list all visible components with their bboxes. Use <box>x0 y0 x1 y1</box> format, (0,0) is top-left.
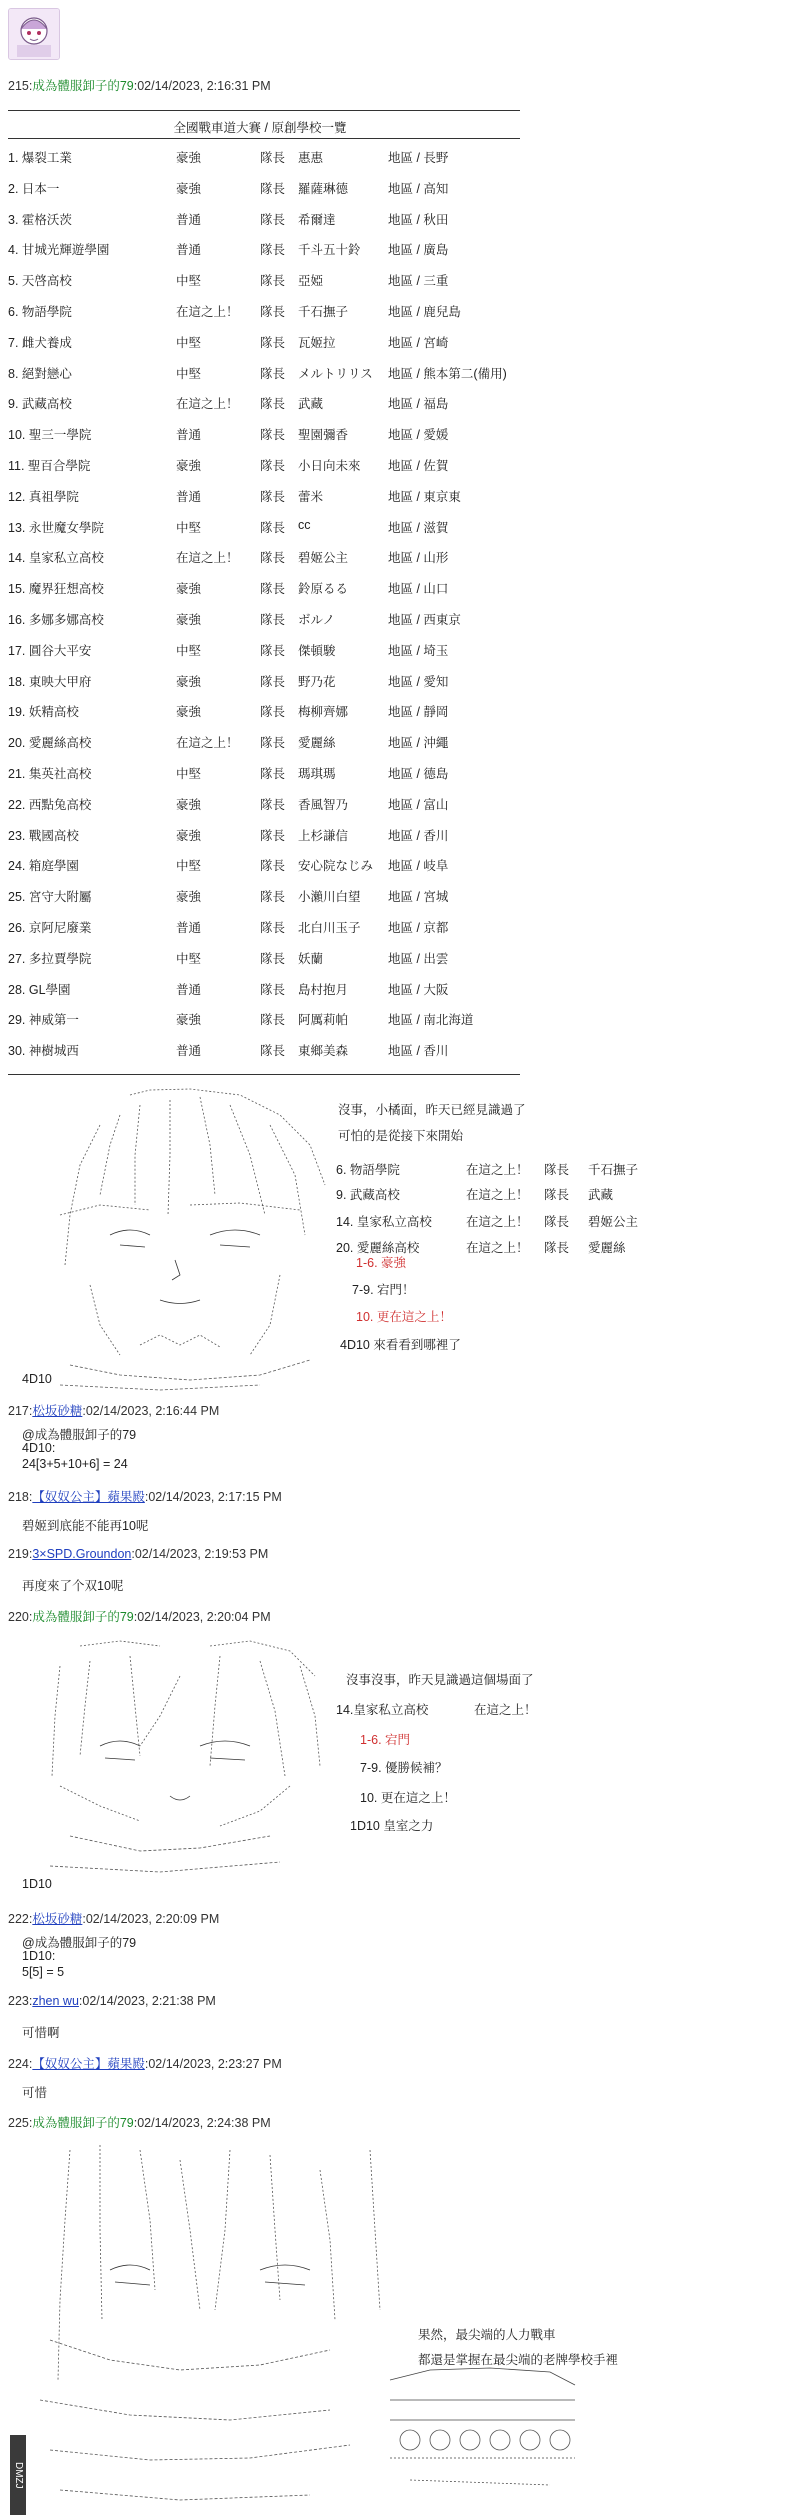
school-tier: 中堅 <box>176 520 202 535</box>
scene1-dice: 4D10 <box>22 1372 52 1386</box>
school-tier: 豪強 <box>176 828 202 843</box>
captain-name: 愛麗絲 <box>588 1241 626 1255</box>
region: 地區 / 靜岡 <box>388 705 449 720</box>
captain-label: 隊長 <box>260 459 286 473</box>
school-tier: 在這之上！ <box>176 397 239 412</box>
school-tier: 豪強 <box>176 890 202 905</box>
captain-label: 隊長 <box>260 859 286 874</box>
captain-label: 隊長 <box>260 767 286 781</box>
school-tier: 普通 <box>176 489 202 504</box>
captain-name: 希爾達 <box>298 212 336 227</box>
scene2-school: 14.皇家私立高校 <box>336 1703 429 1717</box>
captain-name: 野乃花 <box>298 674 336 689</box>
scene2-option-1: 1-6. 宕門 <box>360 1733 411 1747</box>
school-name: 5. 天啓高校 <box>8 274 72 289</box>
school-name: 3. 霍格沃茨 <box>8 212 72 227</box>
scene2-roll: 1D10 皇室之力 <box>350 1819 434 1833</box>
school-name: 20. 愛麗絲高校 <box>336 1241 420 1255</box>
school-name: 9. 武藏高校 <box>8 397 72 412</box>
post-header-223: 223:zhen wu:02/14/2023, 2:21:38 PM <box>8 1994 216 2008</box>
region: 地區 / 愛媛 <box>388 428 449 443</box>
captain-label: 隊長 <box>260 674 286 689</box>
captain-label: 隊長 <box>260 921 286 935</box>
school-name: 6. 物語學院 <box>8 305 72 319</box>
school-name: 4. 甘城光輝遊學園 <box>8 243 110 258</box>
region: 地區 / 出雲 <box>388 951 449 966</box>
captain-label: 隊長 <box>260 828 286 843</box>
captain-label: 隊長 <box>544 1241 570 1255</box>
captain-name: 碧姬公主 <box>588 1215 639 1229</box>
captain-label: 隊長 <box>260 982 286 997</box>
poster-name[interactable]: 成為體服卸子的79 <box>32 79 134 93</box>
school-tier: 普通 <box>176 1044 202 1059</box>
region: 地區 / 東京東 <box>388 489 461 504</box>
dice-formula: 4D10: <box>22 1441 56 1455</box>
captain-label: 隊長 <box>260 736 286 751</box>
post-header-224: 224:【奴奴公主】蘋果殿:02/14/2023, 2:23:27 PM <box>8 2057 282 2071</box>
scene3-line-1: 果然，最尖端的人力戰車 <box>418 2328 556 2342</box>
captain-name: メルトリリス <box>298 366 373 381</box>
captain-label: 隊長 <box>260 151 286 165</box>
captain-name: 東鄉美森 <box>298 1044 349 1059</box>
poster-name[interactable]: zhen wu <box>32 1994 79 2008</box>
school-tier: 豪強 <box>176 181 202 196</box>
region: 地區 / 南北海道 <box>388 1013 474 1028</box>
scene1-option-1: 1-6. 豪強 <box>356 1256 407 1270</box>
captain-label: 隊長 <box>260 613 286 627</box>
school-tier: 中堅 <box>176 643 202 658</box>
region: 地區 / 山口 <box>388 582 449 597</box>
captain-name: 妖蘭 <box>298 951 324 966</box>
captain-name: 千石撫子 <box>298 305 349 319</box>
school-tier: 中堅 <box>176 335 202 350</box>
school-tier: 豪強 <box>176 459 202 473</box>
captain-label: 隊長 <box>544 1163 570 1177</box>
school-tier: 豪強 <box>176 582 202 597</box>
poster-name[interactable]: 【奴奴公主】蘋果殿 <box>32 2057 145 2071</box>
captain-name: 羅薩琳德 <box>298 181 349 196</box>
school-name: 21. 集英社高校 <box>8 767 92 781</box>
site-watermark: DMZJ <box>10 2435 26 2515</box>
region: 地區 / 富山 <box>388 797 449 812</box>
captain-name: 瓦姬拉 <box>298 335 336 350</box>
school-tier: 普通 <box>176 428 202 443</box>
captain-name: 蕾米 <box>298 489 324 504</box>
school-name: 7. 雌犬養成 <box>8 335 72 350</box>
school-tier: 在這之上！ <box>466 1215 529 1229</box>
school-name: 23. 戰國高校 <box>8 828 79 843</box>
poster-name[interactable]: 成為體服卸子的79 <box>32 1610 134 1624</box>
school-tier: 中堅 <box>176 951 202 966</box>
captain-label: 隊長 <box>260 212 286 227</box>
captain-name: 瑪琪瑪 <box>298 767 336 781</box>
ascii-art-scene-1 <box>40 1085 340 1395</box>
region: 地區 / 秋田 <box>388 212 449 227</box>
scene1-roll: 4D10 來看看到哪裡了 <box>340 1338 461 1352</box>
school-name: 9. 武藏高校 <box>336 1188 400 1202</box>
captain-label: 隊長 <box>260 274 286 289</box>
region: 地區 / 西東京 <box>388 613 461 627</box>
school-name: 28. GL學園 <box>8 982 71 997</box>
school-tier: 在這之上！ <box>176 305 239 319</box>
region: 地區 / 宮崎 <box>388 335 449 350</box>
dice-result: 24[3+5+10+6] = 24 <box>22 1457 128 1471</box>
post-body-218: 碧姬到底能不能再10呢 <box>22 1519 149 1533</box>
region: 地區 / 長野 <box>388 151 449 165</box>
region: 地區 / 三重 <box>388 274 449 289</box>
school-name: 12. 真祖學院 <box>8 489 79 504</box>
post-header-222: 222:松坂砂糖:02/14/2023, 2:20:09 PM <box>8 1912 220 1926</box>
school-tier: 中堅 <box>176 274 202 289</box>
table-header-rule <box>8 138 520 139</box>
captain-name: cc <box>298 517 311 532</box>
school-tier: 中堅 <box>176 366 202 381</box>
school-name: 17. 圓谷大平安 <box>8 643 92 658</box>
scene1-line-1: 沒事，小橘面，昨天已經見識過了 <box>338 1103 526 1117</box>
scene2-tier: 在這之上！ <box>474 1703 537 1717</box>
captain-name: 阿厲莉帕 <box>298 1013 349 1028</box>
scene1-line-2: 可怕的是從接下來開始 <box>338 1129 464 1143</box>
region: 地區 / 沖繩 <box>388 736 449 751</box>
post-header-217: 217:松坂砂糖:02/14/2023, 2:16:44 PM <box>8 1404 220 1418</box>
school-name: 20. 愛麗絲高校 <box>8 736 92 751</box>
region: 地區 / 滋賀 <box>388 520 449 535</box>
school-name: 27. 多拉賈學院 <box>8 951 92 966</box>
scene2-dice: 1D10 <box>22 1877 52 1891</box>
captain-name: 島村抱月 <box>298 982 349 997</box>
region: 地區 / 山形 <box>388 551 449 566</box>
captain-name: 上杉謙信 <box>298 828 349 843</box>
poster-name[interactable]: 成為體服卸子的79 <box>32 2116 134 2130</box>
school-tier: 普通 <box>176 982 202 997</box>
captain-label: 隊長 <box>260 1013 286 1028</box>
captain-name: 香風智乃 <box>298 797 349 812</box>
school-tier: 在這之上！ <box>466 1163 529 1177</box>
region: 地區 / 熊本第二(備用) <box>388 366 507 381</box>
poster-name[interactable]: 松坂砂糖 <box>32 1912 83 1926</box>
region: 地區 / 岐阜 <box>388 859 449 874</box>
post-body-219: 再度來了个双10呢 <box>22 1579 124 1593</box>
school-tier: 豪強 <box>176 705 202 720</box>
school-tier: 豪強 <box>176 1013 202 1028</box>
captain-label: 隊長 <box>544 1188 570 1202</box>
post-header-225: 225:成為體服卸子的79:02/14/2023, 2:24:38 PM <box>8 2116 271 2130</box>
school-tier: 在這之上！ <box>176 551 239 566</box>
table-title: 全國戰車道大賽 / 原創學校一覽 <box>173 121 347 135</box>
captain-label: 隊長 <box>260 181 286 196</box>
post-header-220: 220:成為體服卸子的79:02/14/2023, 2:20:04 PM <box>8 1610 271 1624</box>
captain-label: 隊長 <box>260 551 286 566</box>
captain-name: 武藏 <box>588 1188 614 1202</box>
captain-label: 隊長 <box>260 890 286 905</box>
school-name: 6. 物語學院 <box>336 1163 400 1177</box>
school-name: 14. 皇家私立高校 <box>336 1215 432 1229</box>
school-name: 1. 爆裂工業 <box>8 151 72 165</box>
school-tier: 豪強 <box>176 797 202 812</box>
captain-label: 隊長 <box>260 489 286 504</box>
region: 地區 / 香川 <box>388 828 449 843</box>
captain-name: 武藏 <box>298 397 324 412</box>
school-name: 24. 箱庭學園 <box>8 859 79 874</box>
captain-name: 愛麗絲 <box>298 736 336 751</box>
table-top-rule <box>8 110 520 111</box>
school-name: 2. 日本一 <box>8 181 60 196</box>
captain-label: 隊長 <box>260 520 286 535</box>
captain-name: ボルノ <box>298 613 336 627</box>
table-bottom-rule <box>8 1074 520 1075</box>
captain-label: 隊長 <box>260 366 286 381</box>
school-tier: 中堅 <box>176 859 202 874</box>
post-header-218: 218:【奴奴公主】蘋果殿:02/14/2023, 2:17:15 PM <box>8 1490 282 1504</box>
school-name: 14. 皇家私立高校 <box>8 551 104 566</box>
scene1-option-2: 7-9. 宕門！ <box>352 1283 415 1297</box>
school-tier: 豪強 <box>176 613 202 627</box>
scene2-option-3: 10. 更在這之上！ <box>360 1791 456 1805</box>
school-name: 11. 聖百合學院 <box>8 459 91 473</box>
region: 地區 / 愛知 <box>388 674 449 689</box>
captain-label: 隊長 <box>260 705 286 720</box>
poster-name[interactable]: 3×SPD.Groundon <box>32 1547 132 1561</box>
school-tier: 普通 <box>176 243 202 258</box>
scene1-option-3: 10. 更在這之上！ <box>356 1310 452 1324</box>
captain-name: 鈴原るる <box>298 582 349 597</box>
school-tier: 豪強 <box>176 151 202 165</box>
region: 地區 / 福島 <box>388 397 449 412</box>
poster-name[interactable]: 松坂砂糖 <box>32 1404 83 1418</box>
dice-result: 5[5] = 5 <box>22 1965 65 1979</box>
poster-name[interactable]: 【奴奴公主】蘋果殿 <box>32 1490 145 1504</box>
post-body-224: 可惜 <box>22 2086 48 2100</box>
school-name: 16. 多娜多娜高校 <box>8 613 104 627</box>
captain-name: 亞婭 <box>298 274 324 289</box>
school-name: 25. 宮守大附屬 <box>8 890 92 905</box>
school-tier: 普通 <box>176 212 202 227</box>
captain-label: 隊長 <box>260 243 286 258</box>
school-tier: 中堅 <box>176 767 202 781</box>
captain-label: 隊長 <box>544 1215 570 1229</box>
region: 地區 / 佐賀 <box>388 459 449 473</box>
region: 地區 / 德島 <box>388 767 449 781</box>
captain-name: 北白川玉子 <box>298 921 361 935</box>
dice-formula: 1D10: <box>22 1949 56 1963</box>
captain-name: 小瀨川白望 <box>298 890 361 905</box>
school-name: 22. 西點兔高校 <box>8 797 92 812</box>
post-body-223: 可惜啊 <box>22 2026 60 2040</box>
captain-label: 隊長 <box>260 1044 286 1059</box>
school-tier: 在這之上！ <box>466 1188 529 1202</box>
captain-name: 惠惠 <box>298 151 324 165</box>
captain-label: 隊長 <box>260 397 286 412</box>
captain-label: 隊長 <box>260 335 286 350</box>
region: 地區 / 高知 <box>388 181 449 196</box>
school-tier: 普通 <box>176 921 202 935</box>
poster-avatar <box>8 8 60 60</box>
region: 地區 / 埼玉 <box>388 643 449 658</box>
captain-name: 梅柳齊娜 <box>298 705 349 720</box>
school-name: 26. 京阿尼廢業 <box>8 921 92 935</box>
post-header-215: 215:成為體服卸子的79:02/14/2023, 2:16:31 PM <box>8 79 271 93</box>
post-header-219: 219:3×SPD.Groundon:02/14/2023, 2:19:53 PM <box>8 1547 269 1561</box>
school-tier: 在這之上！ <box>176 736 239 751</box>
school-name: 8. 絕對戀心 <box>8 366 72 381</box>
captain-label: 隊長 <box>260 951 286 966</box>
region: 地區 / 京都 <box>388 921 449 935</box>
school-tier: 豪強 <box>176 674 202 689</box>
captain-name: 千斗五十鈴 <box>298 243 361 258</box>
school-name: 30. 神樹城西 <box>8 1044 79 1059</box>
ascii-art-scene-2 <box>40 1636 330 1876</box>
dice-mention: @成為體服卸子的79 <box>22 1428 137 1442</box>
captain-label: 隊長 <box>260 428 286 443</box>
region: 地區 / 大阪 <box>388 982 449 997</box>
region: 地區 / 廣島 <box>388 243 449 258</box>
captain-name: 傑頓駿 <box>298 643 336 658</box>
captain-name: 碧姬公主 <box>298 551 349 566</box>
scene2-line-1: 沒事沒事，昨天見識過這個場面了 <box>346 1673 534 1687</box>
school-name: 13. 永世魔女學院 <box>8 520 104 535</box>
school-name: 18. 東映大甲府 <box>8 674 92 689</box>
region: 地區 / 鹿兒島 <box>388 305 461 319</box>
scene2-option-2: 7-9. 優勝候補？ <box>360 1761 448 1775</box>
school-name: 29. 神威第一 <box>8 1013 79 1028</box>
school-name: 19. 妖精高校 <box>8 705 79 720</box>
region: 地區 / 香川 <box>388 1044 449 1059</box>
captain-label: 隊長 <box>260 305 286 319</box>
captain-name: 千石撫子 <box>588 1163 639 1177</box>
scene3-line-2: 都還是掌握在最尖端的老牌學校手裡 <box>418 2353 619 2367</box>
captain-label: 隊長 <box>260 643 286 658</box>
school-name: 15. 魔界狂想高校 <box>8 582 104 597</box>
school-tier: 在這之上！ <box>466 1241 529 1255</box>
captain-label: 隊長 <box>260 797 286 812</box>
school-name: 10. 聖三一學院 <box>8 428 92 443</box>
region: 地區 / 宮城 <box>388 890 449 905</box>
captain-label: 隊長 <box>260 582 286 597</box>
captain-name: 聖園彌香 <box>298 428 349 443</box>
dice-mention: @成為體服卸子的79 <box>22 1936 137 1950</box>
captain-name: 小日向未來 <box>298 459 361 473</box>
captain-name: 安心院なじみ <box>298 859 374 874</box>
